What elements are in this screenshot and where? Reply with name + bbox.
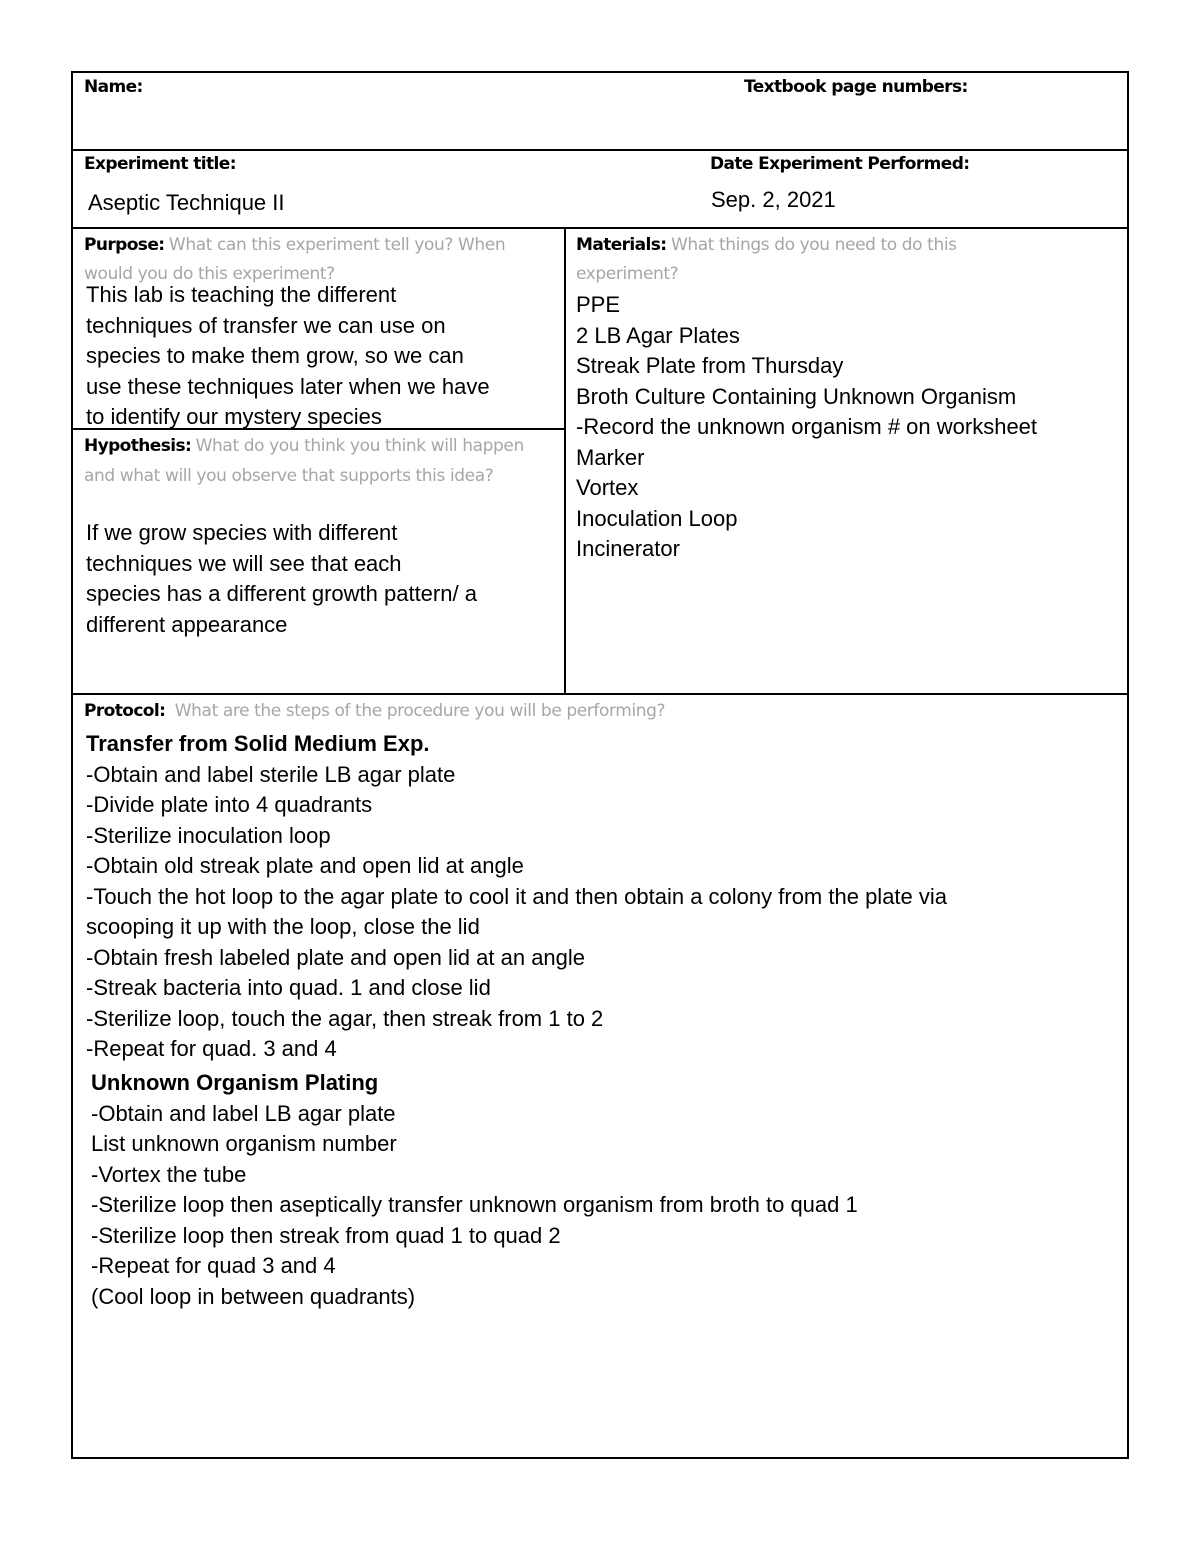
name-label: Name:	[84, 77, 143, 97]
purpose-text	[86, 280, 490, 433]
protocol-step: -Obtain old streak plate and open lid at angle	[86, 853, 524, 878]
protocol-step: -Repeat for quad. 3 and 4	[86, 1036, 337, 1061]
protocol-hint: What are the steps of the procedure you will be performing?	[174, 701, 666, 721]
materials-item: Streak Plate from Thursday	[576, 353, 844, 378]
materials-item: PPE	[576, 292, 621, 317]
protocol-step: -Touch the hot loop to the agar plate to cool it and then obtain a colony from the plate via	[86, 883, 948, 909]
divider-row-3	[73, 693, 1127, 695]
purpose-label: Purpose:	[84, 235, 165, 255]
protocol-section-unknown-organism	[91, 1068, 858, 1312]
materials-heading	[576, 231, 1046, 289]
protocol-step: -Streak bacteria into quad. 1 and close lid	[86, 975, 491, 1000]
protocol-step: -Divide plate into 4 quadrants	[86, 792, 373, 817]
protocol-step: -Sterilize loop then streak from quad 1 to quad 2	[91, 1222, 561, 1248]
materials-label: Materials:	[576, 235, 667, 255]
protocol-step: -Sterilize loop then aseptically transfer unknown organism from broth to quad 1	[91, 1192, 858, 1217]
purpose-line: species to make them grow, so we can	[86, 343, 464, 368]
protocol-step: List unknown organism number	[91, 1131, 397, 1156]
experiment-title-value: Aseptic Technique II	[88, 190, 285, 215]
materials-item: Incinerator	[576, 536, 680, 561]
date-performed-label: Date Experiment Performed:	[710, 154, 970, 174]
experiment-title-label: Experiment title:	[84, 154, 236, 174]
protocol-step: -Sterilize inoculation loop	[86, 822, 331, 848]
textbook-pages-label: Textbook page numbers:	[744, 77, 968, 97]
hypothesis-heading	[84, 432, 554, 491]
protocol-heading	[84, 698, 1114, 725]
hypothesis-text	[86, 518, 477, 640]
protocol-step: -Repeat for quad 3 and 4	[91, 1253, 336, 1278]
hypothesis-label: Hypothesis:	[84, 436, 192, 456]
divider-row-2	[73, 227, 1127, 229]
materials-item: Broth Culture Containing Unknown Organism	[576, 383, 1017, 409]
protocol-step: -Obtain fresh labeled plate and open lid at an angle	[86, 944, 586, 970]
protocol-step: -Obtain and label sterile LB agar plate	[86, 761, 456, 787]
purpose-hint: What can this experiment tell you? When would you do this experiment?	[84, 235, 506, 284]
protocol-section-solid-medium	[86, 729, 947, 1065]
materials-item: Vortex	[576, 475, 639, 500]
materials-item: -Record the unknown organism # on worksheet	[576, 414, 1038, 439]
protocol-label: Protocol:	[84, 701, 166, 721]
divider-column	[564, 227, 566, 695]
hypothesis-line: species has a different growth pattern/ a	[86, 581, 477, 606]
protocol-step: -Sterilize loop, touch the agar, then streak from 1 to 2	[86, 1005, 604, 1031]
materials-item: Marker	[576, 444, 645, 470]
purpose-line: techniques of transfer we can use on	[86, 312, 446, 338]
materials-item: Inoculation Loop	[576, 505, 738, 531]
protocol-step: scooping it up with the loop, close the lid	[86, 914, 480, 939]
purpose-line: This lab is teaching the different	[86, 282, 397, 307]
protocol-step: -Obtain and label LB agar plate	[91, 1100, 396, 1126]
hypothesis-line: If we grow species with different	[86, 520, 398, 545]
purpose-line: use these techniques later when we have	[86, 373, 490, 399]
hypothesis-hint: What do you think you think will happen and what will you observe that supports this idea?	[84, 436, 524, 486]
date-performed-value: Sep. 2, 2021	[711, 187, 836, 212]
lab-worksheet	[71, 71, 1129, 1459]
purpose-line: to identify our mystery species	[86, 404, 382, 429]
protocol-section-title: Transfer from Solid Medium Exp.	[86, 731, 430, 756]
protocol-step: -Vortex the tube	[91, 1161, 247, 1187]
protocol-step: (Cool loop in between quadrants)	[91, 1283, 416, 1309]
materials-item: 2 LB Agar Plates	[576, 322, 740, 348]
hypothesis-line: different appearance	[86, 611, 288, 637]
divider-row-1	[73, 149, 1127, 151]
hypothesis-line: techniques we will see that each	[86, 550, 402, 576]
materials-list	[576, 290, 1037, 565]
materials-hint: What things do you need to do this experiment?	[576, 235, 957, 284]
protocol-section-title: Unknown Organism Plating	[91, 1070, 379, 1095]
